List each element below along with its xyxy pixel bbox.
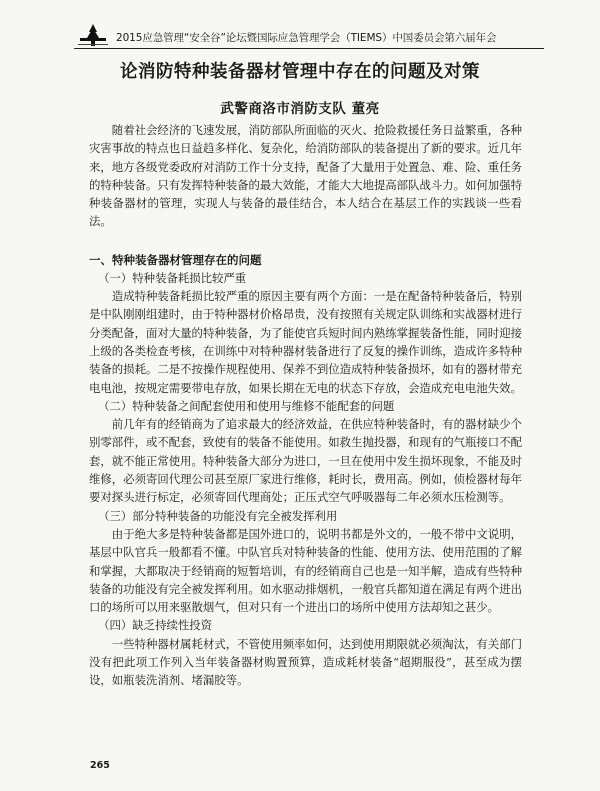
subsection-heading-2: （二）特种装备之间配套使用和使用与维修不能配套的问题: [98, 398, 395, 413]
paragraph-1: 造成特种装备耗损比较严重的原因主要有两个方面：一是在配备特种装备后，特别是中队刚刚组建时，由于特种器材价格昂贵，没有按照有关规定队训练和实战器材进行分类配备，面对大量的特种装备，为了能使官兵短时间内熟练掌握装备性能，同时迎接上级的各类检查考核，在训练中对特种器材装备进行了反复的操作训练，造成许多特种装备的损耗。二是不按操作规程使用、保养不到位造成特种装备损坏，如有的器材带充电电池，按规定需要带电存放，如果长期在无电的状态下存放，会造成充电电池失效。: [89, 289, 522, 395]
body-text: [89, 121, 522, 690]
paragraph-4: 一些特种器材属耗材式，不管使用频率如何，达到使用期限就必须淘汰，有关部门没有把此项工作列入当年装备器材购置预算，造成耗材装备“超期服役”，甚至成为摆设，如瓶装洗消剂、堵漏胶等。: [89, 636, 522, 688]
paragraph-3: 由于绝大多是特种装备都是国外进口的，说明书都是外文的，一般不带中文说明，基层中队官兵一般都看不懂。中队官兵对特种装备的性能、使用方法、使用范围的了解和掌握，大都取决于经销商的短暂培训，有的经销商自己也是一知半解，造成有些特种装备的功能没有完全被发挥利用。如水驱动排烟机，一般官兵都知道在满足有两个进出口的场所可以用来驱散烟气，但对只有一个进出口的场所中使用方法却知之甚少。: [89, 526, 522, 615]
subsection-heading-4: （四）缺乏持续性投资: [98, 618, 213, 633]
paragraph-2: 前几年有的经销商为了追求最大的经济效益，在供应特种装备时，有的器材缺少个别零部件，或不配套，致使有的装备不能使用。如救生抛投器，和现有的气瓶接口不配套，就不能正常使用。特种装备大部分为进口，一旦在使用中发生损坏现象，不能及时维修，必须寄回代理公司甚至原厂家进行维修，耗时长，费用高。例如，侦检器材每年要对探头进行标定，必须寄回代理商处；正压式空气呼吸器每二年必须水压检测等。: [89, 417, 522, 505]
section-heading-1: 一、特种装备器材管理存在的问题: [89, 252, 262, 267]
header-text: 2015应急管理“安全谷”论坛暨国际应急管理学会（TIEMS）中国委员会第六届年会: [116, 32, 497, 44]
paper-title: 论消防特种装备器材管理中存在的问题及对策: [120, 62, 480, 82]
conference-logo: [74, 22, 112, 48]
running-header: [74, 22, 544, 49]
intro-paragraph: 随着社会经济的飞速发展，消防部队所面临的灭火、抢险救援任务日益繁重，各种灾害事故的特点也日益趋多样化、复杂化，给消防部队的装备提出了新的要求。近几年来，地方各级党委政府对消防工作十分支持，配备了大量用于处置急、难、险、重任务的特种装备。只有发挥特种装备的最大效能，才能大大地提高部队战斗力。如何加强特种装备器材的管理，实现人与装备的最佳结合，本人结合在基层工作的实践谈一些看法。: [89, 123, 522, 229]
subsection-heading-1: （一）特种装备耗损比较严重: [98, 270, 247, 285]
page-number: 265: [90, 760, 110, 771]
author-line: 武警商洛市消防支队 董亮: [220, 101, 380, 117]
subsection-heading-3: （三）部分特种装备的功能没有完全被发挥利用: [98, 508, 338, 523]
